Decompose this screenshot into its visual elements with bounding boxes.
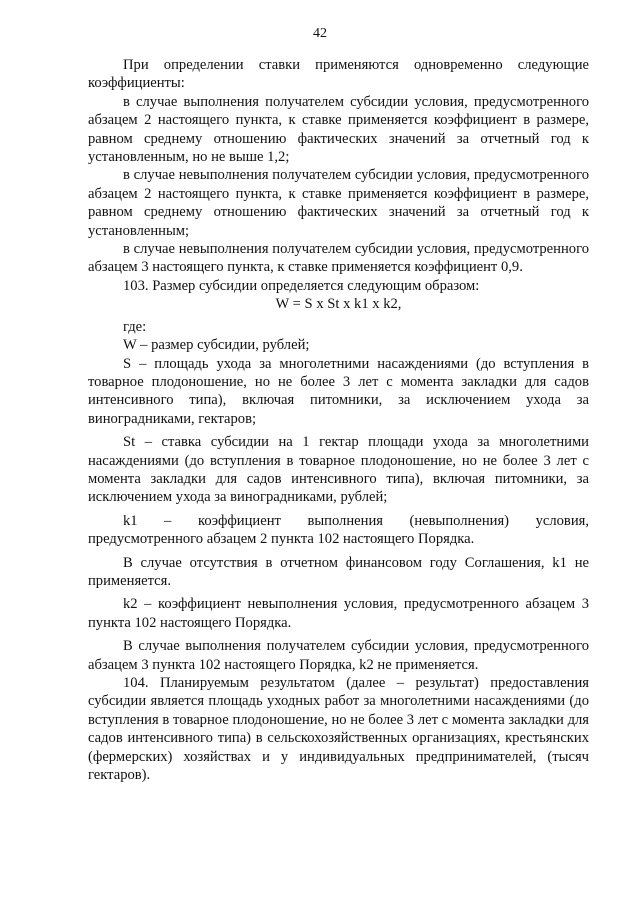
paragraph-coefficient-unfulfilled-2: в случае невыполнения получателем субсидии условия, предусмотренного абзацем 2 настоящего пункта, к ставке применяется коэффициент в размере, равном среднему отношению фактических значений за отчетный год к установленным; <box>88 167 589 239</box>
paragraph-coefficient-unfulfilled-3: в случае невыполнения получателем субсидии условия, предусмотренного абзацем 3 настоящего пункта, к ставке применяется коэффициент 0,9. <box>88 241 589 276</box>
document-body <box>88 56 589 784</box>
subsidy-formula: W = S x St x k1 x k2, <box>275 296 402 313</box>
paragraph-coefficient-fulfilled: в случае выполнения получателем субсидии условия, предусмотренного абзацем 2 настоящего пункта, к ставке применяется коэффициент в размере, равном среднему отношению фактических значений за отчетный год к установленным, но не выше 1,2; <box>88 93 589 166</box>
paragraph-104-result: 104. Планируемым результатом (далее – результат) предоставления субсидии является площадь уходных работ за многолетними насаждениями (до вступления в товарное плодоношение, но не более 3 лет с момента закладки для садов интенсивного типа) в сельскохозяйственных организациях, крестьянских (фермерских) хозяйствах и у индивидуальных предпринимателей, (тысяч гектаров). <box>88 675 589 784</box>
paragraph-where: где: <box>123 318 147 335</box>
definition-s: S – площадь ухода за многолетними насаждениями (до вступления в товарное плодоношение, но не более 3 лет с момента закладки для садов интенсивного типа), включая питомники, за исключением ухода за виноградниками, гектаров; <box>88 355 589 427</box>
definition-k2: k2 – коэффициент невыполнения условия, предусмотренного абзацем 3 пункта 102 настоящего Порядка. <box>88 596 589 631</box>
paragraph-k1-not-applied: В случае отсутствия в отчетном финансовом году Соглашения, k1 не применяется. <box>88 554 589 589</box>
definition-w: W – размер субсидии, рублей; <box>123 337 310 354</box>
paragraph-103-heading: 103. Размер субсидии определяется следующим образом: <box>123 277 480 294</box>
definition-k1: k1 – коэффициент выполнения (невыполнения) условия, предусмотренного абзацем 2 пункта 102 настоящего Порядка. <box>88 512 589 548</box>
page-number: 42 <box>313 26 327 41</box>
definition-st: St – ставка субсидии на 1 гектар площади ухода за многолетними насаждениями (до вступления в товарное плодоношение, но не более 3 лет с момента закладки для садов интенсивного типа), включая питомники, за исключением ухода за виноградниками, рублей; <box>88 434 589 506</box>
paragraph-coefficients-intro: При определении ставки применяются одновременно следующие коэффициенты: <box>88 57 589 92</box>
paragraph-k2-not-applied: В случае выполнения получателем субсидии условия, предусмотренного абзацем 3 пункта 102 настоящего Порядка, k2 не применяется. <box>88 638 589 673</box>
